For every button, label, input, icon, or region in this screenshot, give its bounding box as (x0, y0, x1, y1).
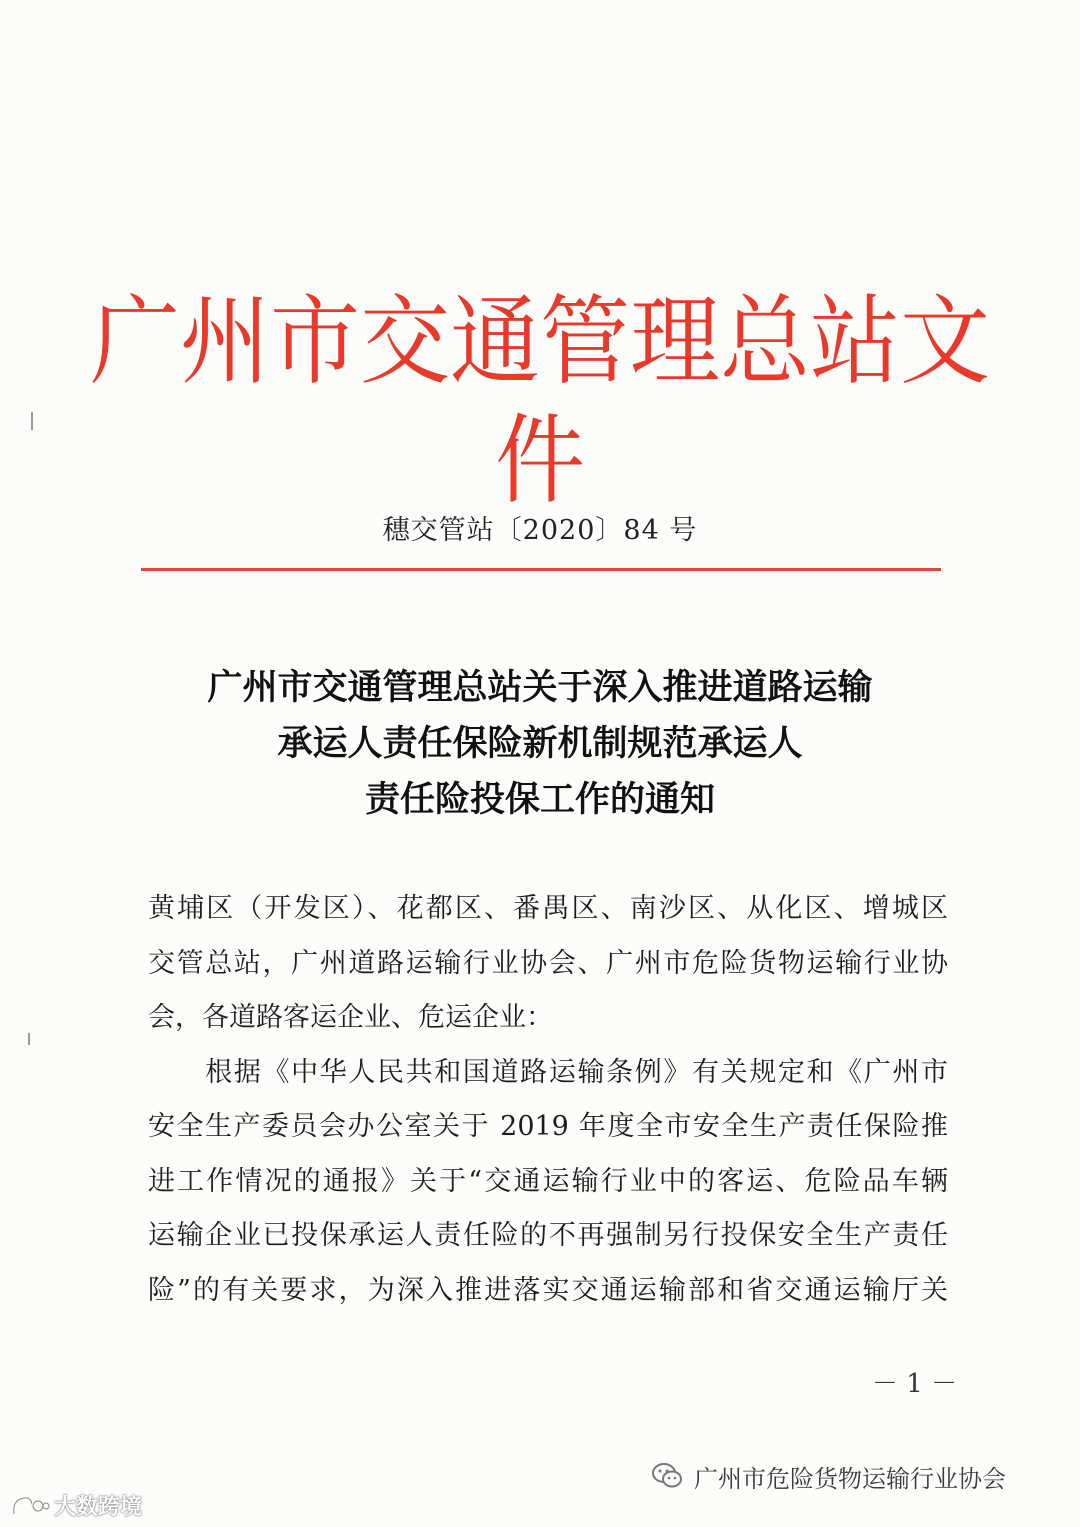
wechat-account-name: 广州市危险货物运输行业协会 (694, 1464, 1006, 1493)
document-number: 穗交管站〔2020〕84 号 (382, 515, 698, 546)
wechat-icon (650, 1458, 686, 1494)
body-line: 根据《中华人民共和国道路运输条例》有关规定和《广州市 (148, 1056, 948, 1088)
corner-watermark-logo (10, 1490, 142, 1521)
notice-body (148, 882, 948, 1318)
title-line: 广州市交通管理总站关于深入推进道路运输 (207, 668, 873, 708)
title-line: 承运人责任保险新机制规范承运人 (277, 724, 803, 764)
notice-title (80, 660, 1000, 828)
page-number: － 1 － (872, 1369, 958, 1399)
body-line: 安全生产委员会办公室关于 2019 年度全市安全生产责任保险推 (148, 1111, 948, 1142)
title-line: 责任险投保工作的通知 (364, 780, 715, 820)
body-line: 会，各道路客运企业、危运企业： (148, 1002, 553, 1033)
document-masthead: 广州市交通管理总站文件 (90, 285, 990, 518)
scan-artifact (28, 1033, 30, 1045)
body-line: 运输企业已投保承运人责任险的不再强制另行投保安全生产责任 (148, 1220, 948, 1251)
body-line: 交管总站，广州道路运输行业协会、广州市危险货物运输行业协 (148, 947, 948, 979)
scan-artifact (31, 412, 33, 430)
body-line: 黄埔区（开发区）、花都区、番禺区、南沙区、从化区、增城区 (148, 893, 948, 924)
brand-logo-icon (10, 1492, 50, 1520)
red-separator-line (141, 568, 941, 571)
body-line: 进工作情况的通报》关于“交通运输行业中的客运、危险品车辆 (148, 1165, 948, 1197)
body-line: 险”的有关要求，为深入推进落实交通运输部和省交通运输厅关 (148, 1274, 948, 1306)
corner-logo-text: 大数跨境 (54, 1495, 143, 1520)
wechat-watermark (650, 1458, 1006, 1494)
